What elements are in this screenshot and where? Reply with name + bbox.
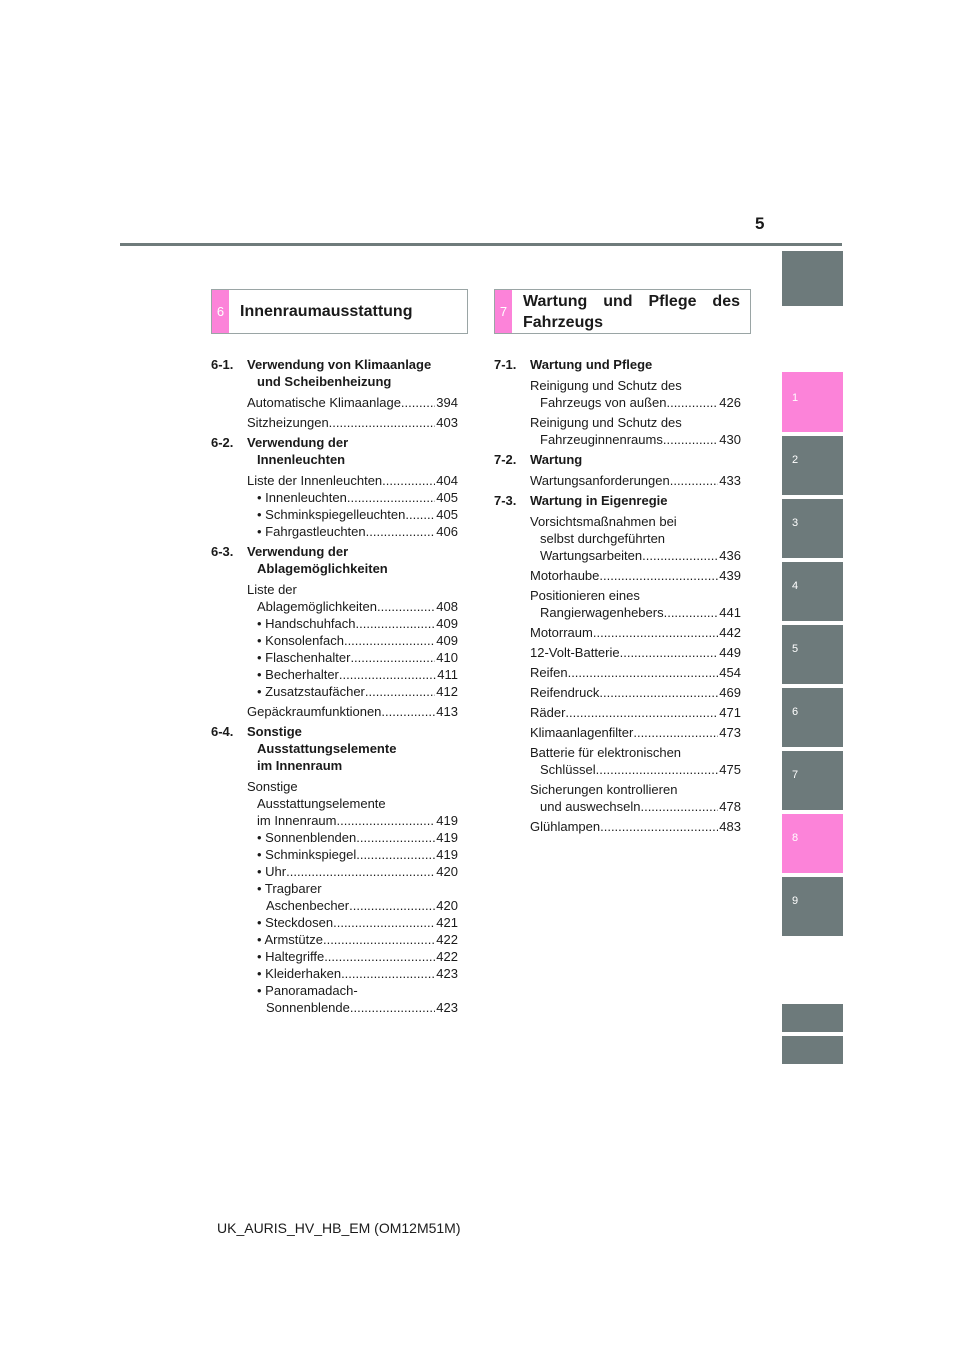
entry-title: Rangierwagenhebers (540, 605, 664, 620)
side-tab-label: 1 (792, 392, 799, 404)
side-tab-6[interactable] (782, 688, 843, 747)
section-title (523, 290, 740, 334)
chapter-number: 7-2. (494, 452, 517, 467)
entry-title: Motorhaube (530, 568, 600, 583)
entry-title: Fahrzeuginnenraums (540, 432, 663, 447)
entry-title: Automatische Klimaanlage (247, 395, 401, 410)
entry-title: Glühlampen (530, 819, 601, 834)
section-title-line: Fahrzeugs (523, 314, 604, 331)
entry-page: 410 (436, 650, 458, 665)
toc-entry[interactable] (247, 581, 458, 615)
toc-subentry[interactable] (247, 489, 458, 506)
toc-column-6 (211, 353, 458, 1016)
document-footer: UK_AURIS_HV_HB_EM (OM12M51M) (217, 1220, 461, 1236)
chapter-number: 6-1. (211, 357, 234, 372)
entry-title: Sitzheizungen (247, 415, 329, 430)
entry-page: 426 (719, 395, 741, 410)
entry-title: Ablagemöglichkeiten (257, 599, 377, 614)
entry-title: Gepäckraumfunktionen (247, 704, 382, 719)
section-title-line: Wartung und Pflege des (523, 293, 740, 310)
toc-subentry[interactable] (247, 965, 458, 982)
entry-title: • Schminkspiegelleuchten (257, 507, 406, 522)
entry-title-line: • Tragbarer (257, 881, 322, 896)
toc-subentry[interactable] (247, 523, 458, 540)
section-header-7 (494, 289, 751, 334)
toc-subentry[interactable] (247, 649, 458, 666)
chapter-title: Wartung in Eigenregie (530, 493, 668, 508)
side-tab-4[interactable] (782, 562, 843, 621)
page-number: 5 (755, 214, 765, 233)
entry-page: 405 (436, 507, 458, 522)
entry-page: 423 (436, 966, 458, 981)
entry-title: • Handschuhfach (257, 616, 356, 631)
chapter-title: Ablagemöglichkeiten (257, 561, 388, 576)
side-tab-label: 4 (792, 580, 799, 592)
toc-entry[interactable] (530, 744, 741, 778)
entry-page: 420 (436, 898, 458, 913)
entry-title: Räder (530, 705, 566, 720)
chapter-title: Sonstige (247, 724, 302, 739)
toc-subentry[interactable] (247, 880, 458, 914)
entry-page: 478 (719, 799, 741, 814)
toc-subentry[interactable] (247, 506, 458, 523)
entry-title: Aschenbecher (266, 898, 350, 913)
entry-page: 419 (436, 813, 458, 828)
toc-entry[interactable] (530, 513, 741, 564)
toc-subentry[interactable] (247, 982, 458, 1016)
toc-entry[interactable] (530, 644, 741, 661)
entry-page: 423 (436, 1000, 458, 1015)
entry-title: • Innenleuchten (257, 490, 347, 505)
entry-title: • Steckdosen (257, 915, 334, 930)
entry-page: 404 (436, 473, 458, 488)
entry-title: • Kleiderhaken (257, 966, 342, 981)
side-tab-label: 3 (792, 517, 799, 529)
entry-title: • Zusatzstaufächer (257, 684, 365, 699)
entry-page: 419 (436, 830, 458, 845)
toc-subentry[interactable] (247, 829, 458, 846)
side-tab-1[interactable] (782, 372, 843, 432)
chapter-title: Verwendung der (247, 435, 349, 450)
toc-subentry[interactable] (247, 914, 458, 931)
side-tab-5[interactable] (782, 625, 843, 684)
chapter-title: im Innenraum (257, 758, 343, 773)
toc-subentry[interactable] (247, 615, 458, 632)
toc-entry[interactable] (247, 414, 458, 431)
entry-title-line: Reinigung und Schutz des (530, 378, 682, 393)
side-tab-9[interactable] (782, 877, 843, 936)
entry-title: Klimaanlagenfilter (530, 725, 634, 740)
toc-chapter[interactable] (211, 434, 458, 468)
side-tab-label: 8 (792, 832, 799, 844)
entry-page: 419 (436, 847, 458, 862)
chapter-title: Verwendung der (247, 544, 349, 559)
entry-title: Wartungsanforderungen (530, 473, 670, 488)
entry-title: • Haltegriffe (257, 949, 325, 964)
chapter-title: Verwendung von Klimaanlage (247, 357, 432, 372)
entry-title: • Fahrgastleuchten (257, 524, 366, 539)
side-tab-label: 9 (792, 895, 799, 907)
entry-page: 473 (719, 725, 741, 740)
entry-title: Schlüssel (540, 762, 596, 777)
toc-entry[interactable] (530, 664, 741, 681)
entry-page: 449 (719, 645, 741, 660)
entry-title-line: Vorsichtsmaßnahmen bei (530, 514, 677, 529)
toc-subentry[interactable] (247, 846, 458, 863)
toc-subentry[interactable] (247, 632, 458, 649)
toc-subentry[interactable] (247, 863, 458, 880)
entry-page: 475 (719, 762, 741, 777)
entry-title-line: Sicherungen kontrollieren (530, 782, 678, 797)
section-header-6 (211, 289, 468, 334)
entry-title-line: Reinigung und Schutz des (530, 415, 682, 430)
entry-page: 442 (719, 625, 741, 640)
side-tab-blank-top[interactable] (782, 251, 843, 306)
toc-chapter[interactable] (494, 492, 741, 509)
chapter-number: 7-3. (494, 493, 517, 508)
entry-title: Motorraum (530, 625, 593, 640)
entry-page: 405 (436, 490, 458, 505)
entry-title: Sonnenblende (266, 1000, 350, 1015)
side-tab-label: 2 (792, 454, 799, 466)
entry-title: • Schminkspiegel (257, 847, 357, 862)
entry-page: 433 (719, 473, 741, 488)
side-tab-label: 6 (792, 706, 799, 718)
entry-page: 412 (436, 684, 458, 699)
entry-page: 469 (719, 685, 741, 700)
toc-chapter[interactable] (211, 543, 458, 577)
entry-title: • Armstütze (257, 932, 323, 947)
chapter-number: 6-4. (211, 724, 234, 739)
side-tab-blank-bottom-1[interactable] (782, 1004, 843, 1032)
side-tab-7[interactable] (782, 751, 843, 810)
entry-title-line: Ausstattungselemente (257, 796, 386, 811)
entry-page: 411 (437, 667, 458, 682)
entry-page: 439 (719, 568, 741, 583)
top-rule (120, 243, 842, 246)
section-number: 6 (212, 290, 229, 333)
entry-title: • Flaschenhalter (257, 650, 351, 665)
section-number: 7 (495, 290, 512, 333)
entry-title-line: Positionieren eines (530, 588, 640, 603)
entry-title: Liste der Innenleuchten (247, 473, 383, 488)
side-tab-3[interactable] (782, 499, 843, 558)
toc-chapter[interactable] (494, 356, 741, 373)
chapter-number: 7-1. (494, 357, 517, 372)
entry-title: • Becherhalter (257, 667, 339, 682)
toc-entry[interactable] (530, 624, 741, 641)
entry-page: 454 (719, 665, 741, 680)
toc-entry[interactable] (530, 818, 741, 835)
chapter-number: 6-2. (211, 435, 234, 450)
entry-page: 409 (436, 633, 458, 648)
entry-title: • Uhr (257, 864, 287, 879)
entry-page: 422 (436, 949, 458, 964)
chapter-title: Wartung (530, 452, 583, 467)
chapter-number: 6-3. (211, 544, 234, 559)
side-tab-label: 5 (792, 643, 799, 655)
entry-page: 420 (436, 864, 458, 879)
toc-entry[interactable] (247, 703, 458, 720)
entry-title: Reifen (530, 665, 568, 680)
entry-page: 471 (719, 705, 741, 720)
entry-title-line: selbst durchgeführten (540, 531, 666, 546)
entry-title-line: • Panoramadach- (257, 983, 358, 998)
entry-page: 413 (436, 704, 458, 719)
entry-title: • Sonnenblenden (257, 830, 357, 845)
toc-chapter[interactable] (211, 356, 458, 390)
entry-title: und auswechseln (540, 799, 641, 814)
toc-entry[interactable] (247, 394, 458, 411)
entry-title: 12-Volt-Batterie (530, 645, 620, 660)
chapter-title: und Scheibenheizung (257, 374, 392, 389)
entry-title-line: Batterie für elektronischen (530, 745, 682, 760)
chapter-title: Ausstattungselemente (257, 741, 397, 756)
entry-title: • Konsolenfach (257, 633, 344, 648)
entry-page: 430 (719, 432, 741, 447)
toc-entry[interactable] (530, 724, 741, 741)
toc-entry[interactable] (530, 587, 741, 621)
entry-title-line: Liste der (247, 582, 297, 597)
toc-subentry[interactable] (247, 948, 458, 965)
chapter-title: Wartung und Pflege (530, 357, 653, 372)
toc-subentry[interactable] (247, 931, 458, 948)
side-tab-blank-bottom-2[interactable] (782, 1036, 843, 1064)
section-title: Innenraumausstattung (240, 303, 413, 320)
entry-page: 394 (436, 395, 458, 410)
toc-subentry[interactable] (247, 683, 458, 700)
entry-page: 421 (436, 915, 458, 930)
toc-entry[interactable] (530, 684, 741, 701)
toc-entry[interactable] (530, 704, 741, 721)
entry-page: 483 (719, 819, 741, 834)
chapter-title: Innenleuchten (257, 452, 346, 467)
side-tab-label: 7 (792, 769, 799, 781)
toc-entry[interactable] (530, 567, 741, 584)
side-tab-2[interactable] (782, 436, 843, 495)
toc-column-7 (494, 353, 741, 838)
entry-page: 408 (436, 599, 458, 614)
entry-page: 409 (436, 616, 458, 631)
entry-page: 422 (436, 932, 458, 947)
entry-page: 441 (719, 605, 741, 620)
side-tab-8[interactable] (782, 814, 843, 873)
toc-chapter[interactable] (211, 723, 458, 774)
entry-title: Wartungsarbeiten (540, 548, 643, 563)
entry-page: 403 (436, 415, 458, 430)
entry-title: Fahrzeugs von außen (540, 395, 667, 410)
toc-entry[interactable] (247, 472, 458, 489)
toc-entry[interactable] (530, 414, 741, 448)
toc-chapter[interactable] (494, 451, 741, 468)
toc-entry[interactable] (530, 781, 741, 815)
entry-title: im Innenraum (257, 813, 337, 828)
entry-page: 406 (436, 524, 458, 539)
toc-subentry[interactable] (247, 666, 458, 683)
entry-title-line: Sonstige (247, 779, 298, 794)
entry-title: Reifendruck (530, 685, 600, 700)
toc-entry[interactable] (247, 778, 458, 829)
toc-entry[interactable] (530, 472, 741, 489)
entry-page: 436 (719, 548, 741, 563)
toc-entry[interactable] (530, 377, 741, 411)
